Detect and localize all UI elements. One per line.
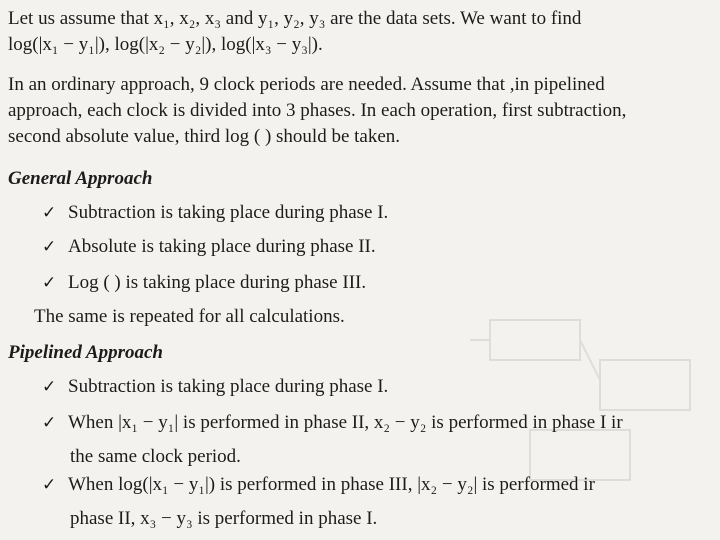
general-item-absolute [42, 230, 712, 264]
pipelined-item-phase-three [42, 468, 712, 536]
intro-line-2: log(|x₁ − y₁|), log(|x₂ − y₂|), log(|x₃ − y₃|). [8, 34, 323, 55]
pipelined-item-label: When |x₁ − y₁| is performed in phase II, x₂ − y₂ is performed in phase I ir [68, 412, 623, 433]
general-item-label: Subtraction is taking place during phase I. [68, 202, 389, 223]
pipelined-approach-heading: Pipelined Approach [8, 342, 163, 363]
general-item-label: Absolute is taking place during phase II. [68, 236, 376, 257]
general-note: The same is repeated for all calculations. [34, 306, 345, 327]
general-item-subtraction [42, 196, 712, 230]
check-icon: ✓ [42, 203, 57, 222]
ordinary-line-1: In an ordinary approach, 9 clock periods are needed. Assume that ,in pipelined [8, 74, 605, 95]
ordinary-approach-paragraph [8, 72, 712, 150]
pipelined-item-phase-two [42, 406, 712, 474]
check-icon: ✓ [42, 475, 57, 494]
check-icon: ✓ [42, 273, 57, 292]
check-icon: ✓ [42, 377, 57, 396]
pipelined-item-continuation: phase II, x₃ − y₃ is performed in phase I. [70, 508, 378, 529]
pipelined-item-label: When log(|x₁ − y₁|) is performed in phase III, |x₂ − y₂| is performed ir [68, 474, 595, 495]
pipelined-item-subtraction [42, 370, 712, 404]
intro-line-1: Let us assume that x₁, x₂, x₃ and y₁, y₂, y₃ are the data sets. We want to find [8, 8, 582, 29]
intro-paragraph [8, 6, 712, 58]
general-item-log [42, 266, 712, 300]
general-item-label: Log ( ) is taking place during phase III. [68, 272, 367, 293]
ordinary-line-3: second absolute value, third log ( ) should be taken. [8, 126, 401, 147]
general-approach-heading: General Approach [8, 168, 153, 189]
check-icon: ✓ [42, 237, 57, 256]
pipelined-item-continuation: the same clock period. [70, 446, 241, 467]
ordinary-line-2: approach, each clock is divided into 3 phases. In each operation, first subtraction, [8, 100, 627, 121]
check-icon: ✓ [42, 413, 57, 432]
pipelined-item-label: Subtraction is taking place during phase I. [68, 376, 389, 397]
